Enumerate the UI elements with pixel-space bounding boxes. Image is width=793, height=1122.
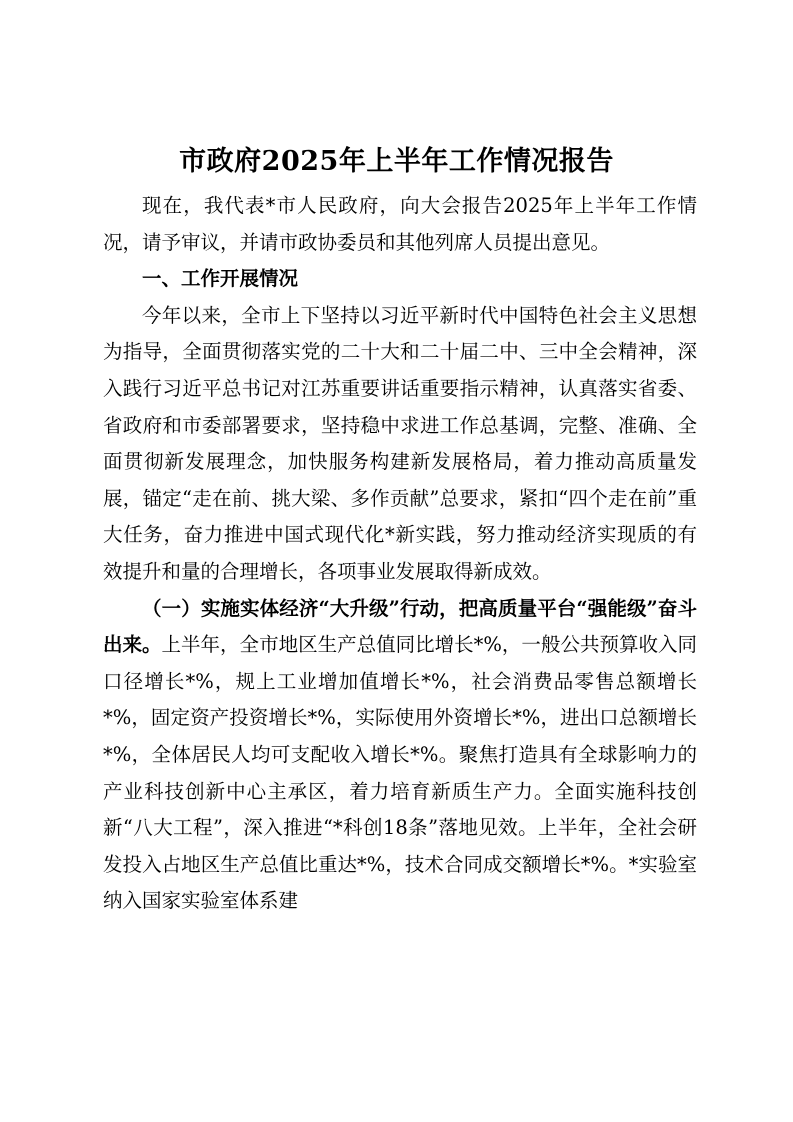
subsection-body: 上半年，全市地区生产总值同比增长*%，一般公共预算收入同口径增长*%，规上工业增加值增长*%，社会消费品零售总额增长*%，固定资产投资增长*%，实际使用外资增长*%，进出口总额增长*%，全体居民人均可支配收入增长*%。聚焦打造具有全球影响力的产业科技创新中心主承区，着力培育新质生产力。全面实施科技创新“八大工程”，深入推进“*科创18条”落地见效。上半年，全社会研发投入占地区生产总值比重达*%，技术合同成交额增长*%。*实验室纳入国家实验室体系建 [103,633,697,913]
document-body [103,188,697,920]
subsection-paragraph [103,591,697,920]
subsection-lead: （一）实施实体经济“大升级”行动，把高质量平台“强能级”奋斗出来。 [103,596,697,657]
body-paragraph: 今年以来，全市上下坚持以习近平新时代中国特色社会主义思想为指导，全面贯彻落实党的二十大和二十届二中、三中全会精神，深入践行习近平总书记对江苏重要讲话重要指示精神，认真落实省委、省政府和市委部署要求，坚持稳中求进工作总基调，完整、准确、全面贯彻新发展理念，加快服务构建新发展格局，着力推动高质量发展，锚定“走在前、挑大梁、多作贡献”总要求，紧扣“四个走在前”重大任务，奋力推进中国式现代化*新实践，努力推动经济实现质的有效提升和量的合理增长，各项事业发展取得新成效。 [103,303,697,583]
section-heading: 一、工作开展情况 [142,267,299,291]
intro-paragraph: 现在，我代表*市人民政府，向大会报告2025年上半年工作情况，请予审议，并请市政协委员和其他列席人员提出意见。 [103,194,697,254]
document-title: 市政府2025年上半年工作情况报告 [179,146,614,177]
